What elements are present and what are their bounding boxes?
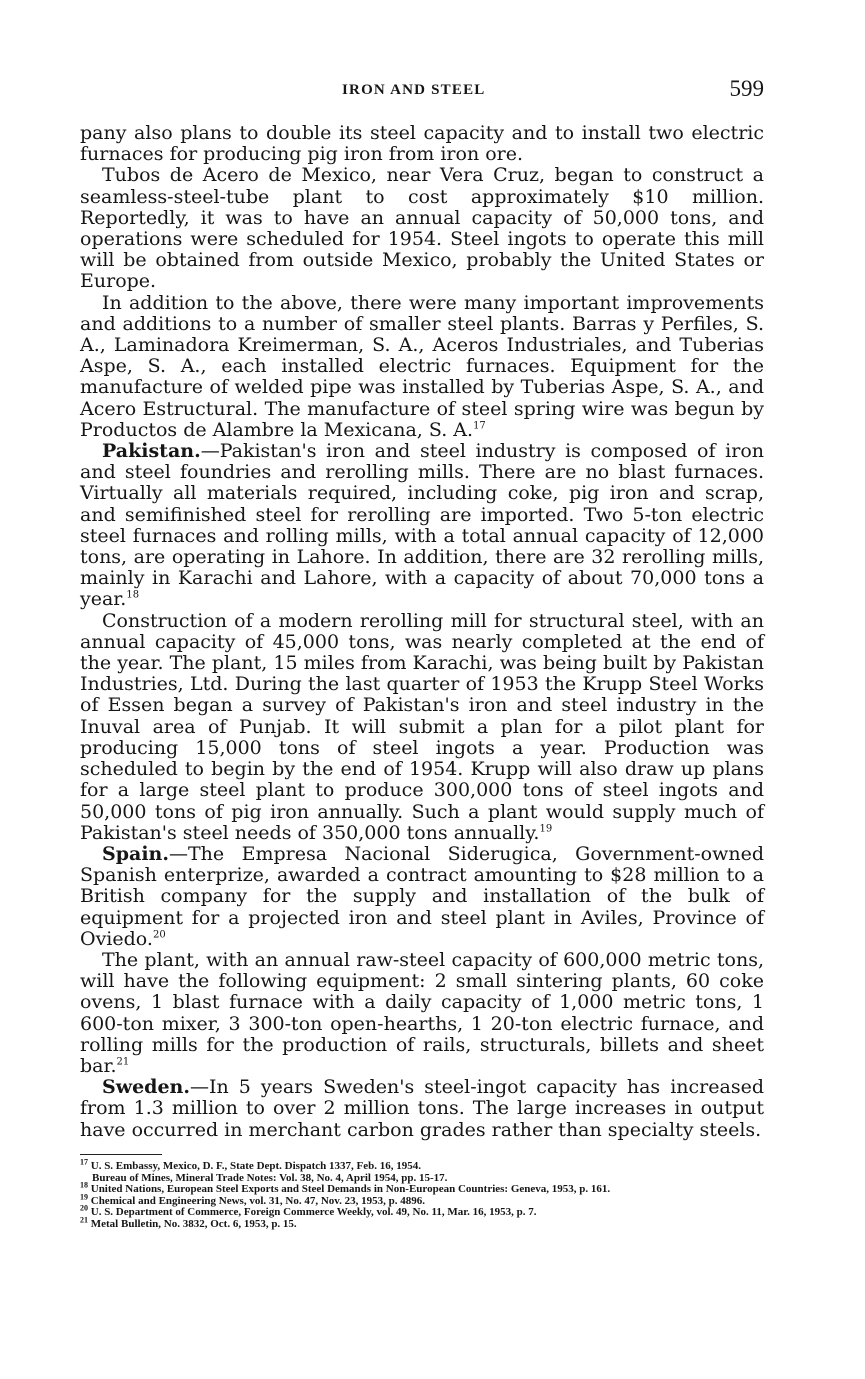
- section-lead-sweden: Sweden.: [102, 1076, 190, 1099]
- paragraph-smaller-plants: In addition to the above, there were many important improvements and additions to a number of smaller steel plants. Barras y Perfiles, S. A., Laminadora Kreimerman, S. A., Aceros Industriales, and Tuberias Aspe, S. A., each installed electric furnaces. Equipment for the manufacture of welded pipe was installed by Tuberias Aspe, S. A., and Acero Estructural. The manufacture of steel spring wire was begun by Productos de Alambre la Mexicana, S. A.$^{17}$: [80, 291, 764, 441]
- footnote-18: $^{18}$ United Nations, European Steel Exports and Steel Demands in Non-European Countries: Geneva, 1953, p. 161.: [80, 1180, 611, 1196]
- footnotes: [80, 1157, 764, 1231]
- paragraph-spain: Spain.—The Empresa Nacional Siderugica, Government-owned Spanish enterprize, awarded a contract amounting to $28 million to a British company for the supply and installation of the bulk of equipment for a projected iron and steel plant in Aviles, Province of Oviedo.$^{20}$: [80, 842, 764, 950]
- footnote-ref-19: 19: [539, 823, 553, 835]
- paragraph-pakistan: Pakistan.—Pakistan's iron and steel industry is composed of iron and steel foundries and rerolling mills. There are no blast furnaces. Virtually all materials required, including coke, pig iron and scrap, and semifinished steel for rerolling are imported. Two 5-ton electric steel furnaces and rolling mills, with a total annual capacity of 12,000 tons, are operating in Lahore. In addition, there are 32 rerolling mills, mainly in Karachi and Lahore, with a capacity of about 70,000 tons a year.$^{18}$: [80, 440, 764, 611]
- footnote-ref-18: 18: [126, 590, 140, 602]
- footnote-ref-17: 17: [473, 420, 486, 432]
- paragraph-sweden: Sweden.—In 5 years Sweden's steel-ingot capacity has increased from 1.3 million to over 2 million tons. The large increases in output have occurred in merchant carbon grades rather than specialty steels.: [80, 1076, 764, 1141]
- footnote-ref-21: 21: [116, 1056, 130, 1068]
- footnote-19: $^{19}$ Chemical and Engineering News, vol. 31, No. 47, Nov. 23, 1953, p. 4896.: [80, 1192, 426, 1207]
- body-text: [80, 123, 764, 1141]
- footnote-21: $^{21}$ Metal Bulletin, No. 3832, Oct. 6, 1953, p. 15.: [80, 1215, 297, 1230]
- running-head: IRON AND STEEL: [342, 82, 486, 98]
- section-lead-spain: Spain.: [102, 842, 169, 865]
- paragraph-spain-plant: The plant, with an annual raw-steel capacity of 600,000 metric tons, will have the following equipment: 2 small sintering plants, 60 coke ovens, 1 blast furnace with a daily capacity of 1,000 metric tons, 1 600-ton mixer, 3 300-ton open-hearths, 1 20-ton electric furnace, and rolling mills for the production of rails, structurals, billets and sheet bar.$^{21}$: [80, 948, 764, 1077]
- paragraph-continuation: pany also plans to double its steel capacity and to install two electric furnaces for producing pig iron from iron ore.: [80, 122, 764, 166]
- footnote-17: $^{17}$ U. S. Embassy, Mexico, D. F., State Dept. Dispatch 1337, Feb. 16, 1954.: [80, 1157, 421, 1172]
- page-header: [80, 76, 766, 106]
- footnote-17-continued: Bureau of Mines, Mineral Trade Notes: Vol. 38, No. 4, April 1954, pp. 15-17.: [92, 1171, 448, 1184]
- footnote-20: $^{20}$ U. S. Department of Commerce, Foreign Commerce Weekly, vol. 49, No. 11, Mar. 16, 1953, p. 7.: [80, 1203, 537, 1219]
- paragraph-tubos-de-acero: Tubos de Acero de Mexico, near Vera Cruz, began to construct a seamless-steel-tube plant to cost approximately $10 million. Reportedly, it was to have an annual capacity of 50,000 tons, and operations were scheduled for 1954. Steel ingots to operate this mill will be obtained from outside Mexico, probably the United States or Europe.: [80, 164, 764, 293]
- page-number: 599: [729, 76, 764, 101]
- footnote-rule: [80, 1154, 162, 1155]
- paragraph-rerolling-mill: Construction of a modern rerolling mill for structural steel, with an annual capacity of 45,000 tons, was nearly completed at the end of the year. The plant, 15 miles from Karachi, was being built by Pakistan Industries, Ltd. During the last quarter of 1953 the Krupp Steel Works of Essen began a survey of Pakistan's iron and steel industry in the Inuval area of Punjab. It will submit a plan for a pilot plant for producing 15,000 tons of steel ingots a year. Production was scheduled to begin by the end of 1954. Krupp will also draw up plans for a large steel plant to produce 300,000 tons of steel ingots and 50,000 tons of pig iron annually. Such a plant would supply much of Pakistan's steel needs of 350,000 tons annually.$^{19}$: [80, 609, 764, 844]
- section-lead-pakistan: Pakistan.: [102, 440, 201, 463]
- footnote-ref-20: 20: [152, 929, 166, 941]
